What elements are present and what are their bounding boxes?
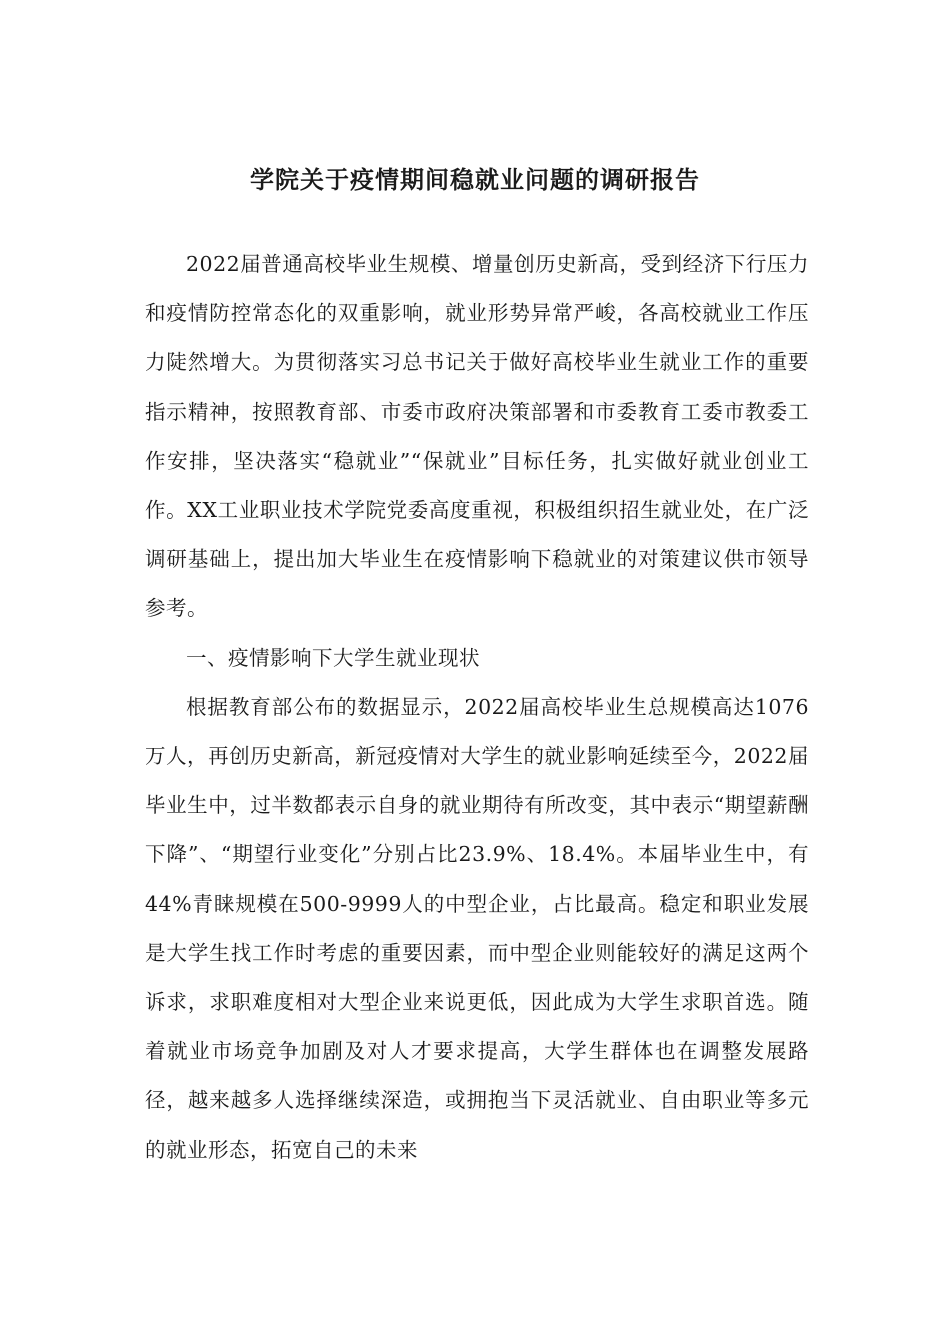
- paragraph-employment-status: 根据教育部公布的数据显示，2022届高校毕业生总规模高达1076万人，再创历史新高，新冠疫情对大学生的就业影响延续至今，2022届毕业生中，过半数都表示自身的就业期待有所改变，其中表示“期望薪酬下降”、“期望行业变化”分别占比23.9%、18.4%。本届毕业生中，有44%青睐规模在500-9999人的中型企业，占比最高。稳定和职业发展是大学生找工作时考虑的重要因素，而中型企业则能较好的满足这两个诉求，求职难度相对大型企业来说更低，因此成为大学生求职首选。随着就业市场竞争加剧及对人才要求提高，大学生群体也在调整发展路径，越来越多人选择继续深造，或拥抱当下灵活就业、自由职业等多元的就业形态，拓宽自己的未来: [145, 694, 809, 1162]
- document-body: [145, 240, 809, 1175]
- document-title: 学院关于疫情期间稳就业问题的调研报告: [250, 165, 700, 195]
- paragraph-intro: 2022届普通高校毕业生规模、增量创历史新高，受到经济下行压力和疫情防控常态化的双重影响，就业形势异常严峻，各高校就业工作压力陡然增大。为贯彻落实习总书记关于做好高校毕业生就业工作的重要指示精神，按照教育部、市委市政府决策部署和市委教育工委市教委工作安排，坚决落实“稳就业”“保就业”目标任务，扎实做好就业创业工作。XX工业职业技术学院党委高度重视，积极组织招生就业处，在广泛调研基础上，提出加大毕业生在疫情影响下稳就业的对策建议供市领导参考。: [145, 252, 809, 621]
- section-heading-1: 一、疫情影响下大学生就业现状: [186, 645, 480, 670]
